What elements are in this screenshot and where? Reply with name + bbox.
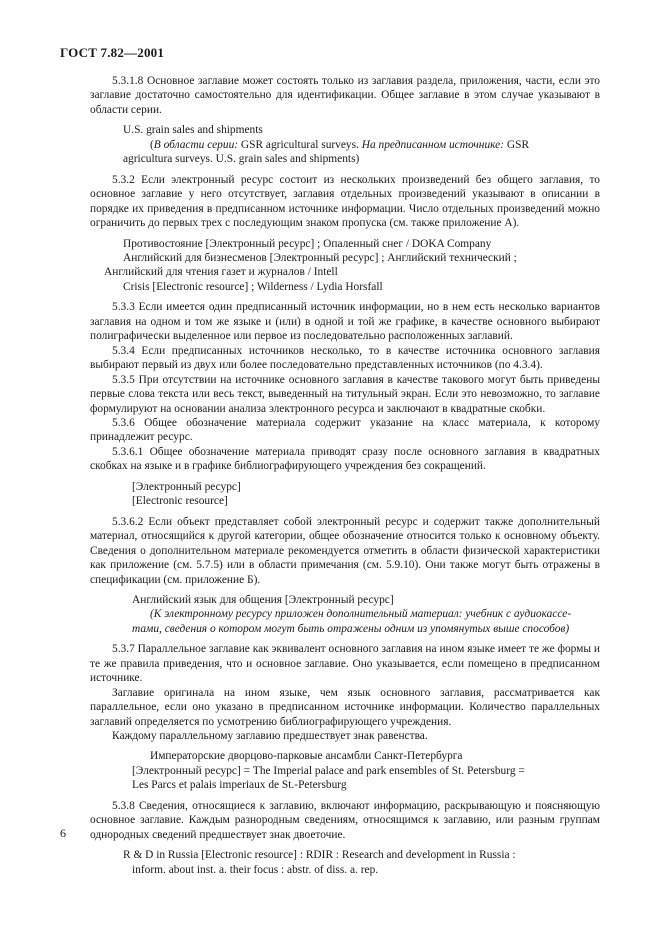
paragraph-5-3-7-original-title: Заглавие оригинала на ином языке, чем язык основного заглавия, рассматривается как параллельное, если оно указано в предписанном источнике информации. Количество параллельных заглавий определяется по усмотрению библиографирующего учреждения.: [90, 686, 600, 728]
example-line: R & D in Russia [Electronic resource] : RDIR : Research and development in Russia :: [123, 849, 516, 862]
example-line: inform. about inst. a. their focus : abstr. of diss. a. rep.: [132, 863, 379, 876]
paragraph-5-3-7-equals-sign: Каждому параллельному заглавию предшествует знак равенства.: [112, 730, 428, 743]
example-line: Английский для чтения газет и журналов / Intell: [104, 266, 338, 279]
page-header-gost: ГОСТ 7.82—2001: [60, 45, 165, 60]
example-line: [Электронный ресурс]: [132, 480, 241, 493]
example-line: Crisis [Electronic resource] ; Wilderness / Lydia Horsfall: [123, 280, 383, 293]
example-gmd: [90, 480, 600, 509]
source-label: На предписанном источнике:: [361, 138, 505, 151]
example-parallel-titles: [90, 749, 600, 792]
example-grain-sales: [90, 123, 600, 166]
example-line: [Электронный ресурс] = The Imperial palace and park ensembles of St. Petersburg =: [132, 764, 525, 777]
series-label: В области серии:: [153, 138, 239, 151]
example-line: Английский язык для общения [Электронный ресурс]: [132, 593, 394, 606]
page-number: 6: [60, 826, 66, 840]
document-body: [90, 74, 600, 877]
paragraph-5-3-5: 5.3.5 При отсутствии на источнике основного заглавия в качестве такового могут быть приведены первые слова текста или весь текст, выведенный на титульный экран. Если это невозможно, то заглавие формулируют на основании анализа электронного ресурса и заключают в квадратные скобки.: [90, 373, 600, 415]
example-note-line: тами, сведения о котором могут быть отражены одним из упомянутых выше способов): [132, 622, 570, 635]
source-text: GSR: [504, 138, 530, 151]
example-line: Les Parcs et palais imperiaux de St.-Petersburg: [132, 779, 347, 792]
paragraph-5-3-8: 5.3.8 Сведения, относящиеся к заглавию, включают информацию, раскрывающую и поясняющую основное заглавие. Каждым разнородным сведениям, относящимся к заглавию, или разным группам однородных сведений предшествует знак двоеточие.: [90, 799, 600, 841]
example-multiple-works: [90, 237, 600, 295]
example-note-line: (К электронному ресурсу приложен дополнительный материал: учебник с аудиокассе-: [150, 608, 572, 621]
paragraph-5-3-7: 5.3.7 Параллельное заглавие как эквивалент основного заглавия на ином языке имеет те же формы и те же правила приведения, что и основное заглавие. Оно указывается, если помещено в предписанном источнике.: [90, 643, 600, 685]
example-r-and-d: [90, 848, 600, 877]
example-line: Императорские дворцово-парковые ансамбли Санкт-Петербурга: [150, 750, 463, 763]
paragraph-5-3-1-8: 5.3.1.8 Основное заглавие может состоять только из заглавия раздела, приложения, части, если это заглавие достаточно самостоятельно для идентификации. Общее заглавие в этом случае указывают в области серии.: [90, 75, 600, 116]
series-text: GSR agricultural surveys.: [238, 138, 362, 151]
paragraph-5-3-6: 5.3.6 Общее обозначение материала содержит указание на класс материала, к которому принадлежит ресурс.: [90, 416, 600, 444]
open-paren: (: [150, 138, 154, 151]
example-line: [Electronic resource]: [132, 495, 228, 508]
example-line: Английский для бизнесменов [Электронный ресурс] ; Английский технический ;: [123, 251, 517, 264]
paragraph-5-3-3: 5.3.3 Если имеется один предписанный источник информации, но в нем есть несколько вариантов заглавия на одном и том же языке и (или) в одной и той же графике, в качестве основного выбирают полиграфически выделенное или первое из последовательно расположенных заглавий.: [90, 301, 600, 343]
example-series-line: [90, 138, 600, 152]
paragraph-5-3-4: 5.3.4 Если предписанных источников несколько, то в качестве источника основного заглавия выбирают первый из двух или более последовательно представленных источников (по 4.3.4).: [90, 344, 600, 372]
example-line: agricultura surveys. U.S. grain sales and shipments): [123, 153, 360, 166]
example-line: U.S. grain sales and shipments: [123, 124, 263, 137]
paragraph-5-3-2: 5.3.2 Если электронный ресурс состоит из нескольких произведений без общего заглавия, то основное заглавие у него отсутствует, заглавия отдельных произведений указывают в описании в порядке их приведения в предписанном источнике информации. Число отдельных произведений можно ограничить до первых трех с последующим знаком пропуска (см. также приложение А).: [90, 173, 600, 230]
example-line: Противостояние [Электронный ресурс] ; Опаленный снег / DOKA Company: [123, 237, 492, 250]
paragraph-5-3-6-2: 5.3.6.2 Если объект представляет собой электронный ресурс и содержит также дополнительный материал, относящийся к другой категории, общее обозначение относится только к основному объекту. Сведения о дополнительном материале рекомендуется отметить в области физической характеристики как приложение (см. 5.7.5) или в области примечания (см. 5.9.10). Они также могут быть отражены в спецификации (см. приложение Б).: [90, 515, 600, 586]
example-english-course: [90, 593, 600, 636]
paragraph-5-3-6-1: 5.3.6.1 Общее обозначение материала приводят сразу после основного заглавия в квадратных скобках на языке и в графике библиографирующего учреждения без сокращений.: [90, 445, 600, 473]
